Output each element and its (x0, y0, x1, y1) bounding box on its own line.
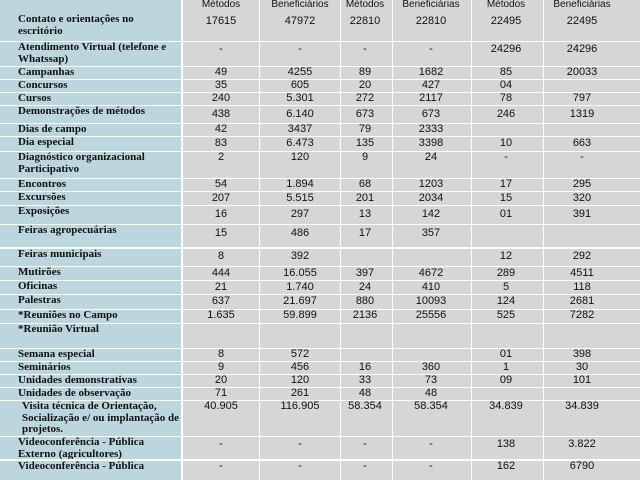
column-divider (392, 0, 393, 480)
cell-value: 6790 (569, 460, 595, 472)
cell-value: 85 (499, 66, 513, 78)
table-row (0, 281, 640, 294)
row-values (183, 249, 640, 266)
table-row (0, 137, 640, 151)
cell-value: 5.515 (286, 192, 314, 204)
cell-value: 289 (496, 267, 516, 279)
cell-value: 71 (214, 387, 228, 399)
table-row (0, 461, 640, 480)
row-label: Mutirões (0, 267, 181, 280)
cell-value: 20033 (566, 66, 598, 78)
cell-value: 5 (502, 281, 510, 293)
cell-value: - (504, 151, 508, 163)
cell-value: 162 (496, 460, 516, 472)
cell-value: 3398 (418, 137, 444, 149)
cell-value: 295 (572, 178, 592, 190)
row-label: Atendimento Virtual (telefone e Whatssap) (0, 42, 181, 66)
table-row (0, 152, 640, 178)
cell-value: 59.899 (283, 309, 317, 321)
cell-value: 04 (499, 79, 513, 91)
cell-value: 637 (211, 295, 231, 307)
row-values (183, 14, 640, 41)
row-label: Semana especial (0, 349, 181, 361)
row-label: *Reunião Virtual (0, 324, 181, 348)
cell-value: 79 (358, 123, 372, 135)
row-values (183, 225, 640, 247)
cell-value: 22495 (490, 15, 522, 27)
cell-value: 118 (573, 281, 591, 293)
row-values (183, 310, 640, 323)
cell-value: 438 (211, 108, 231, 120)
row-label: Campanhas (0, 67, 181, 79)
cell-value: 138 (496, 438, 516, 450)
row-label: Cursos (0, 93, 181, 105)
cell-value: 124 (496, 295, 516, 307)
cell-value: 142 (421, 208, 441, 220)
cell-value: 2136 (352, 309, 378, 321)
cell-value: 89 (358, 66, 372, 78)
table-row (0, 388, 640, 400)
cell-value: 09 (499, 374, 513, 386)
cell-value: 120 (290, 374, 310, 386)
cell-value: 5.301 (286, 92, 314, 104)
cell-value: 33 (358, 374, 372, 386)
cell-value: 4672 (418, 267, 444, 279)
cell-value: 68 (358, 178, 372, 190)
cell-value: 10 (499, 137, 513, 149)
cell-value: 24296 (490, 43, 522, 55)
table-row (0, 401, 640, 436)
cell-value: 2681 (569, 295, 595, 307)
cell-value: 22810 (415, 15, 447, 27)
cell-value: 1.635 (207, 309, 235, 321)
cell-value: 357 (421, 227, 441, 239)
cell-value: 40.905 (204, 400, 238, 412)
cell-value: - (219, 438, 223, 450)
cell-value: 572 (290, 348, 310, 360)
row-values (183, 461, 640, 480)
row-values (183, 137, 640, 151)
column-divider (471, 0, 472, 480)
column-divider (259, 0, 260, 480)
table-row (0, 80, 640, 92)
cell-value: 73 (424, 374, 438, 386)
cell-value: 34.839 (565, 400, 599, 412)
cell-value: 486 (290, 227, 310, 239)
cell-value: - (363, 438, 367, 450)
cell-value: 3437 (287, 123, 313, 135)
row-values (183, 67, 640, 79)
cell-value: 21 (214, 281, 228, 293)
cell-value: 22810 (349, 15, 381, 27)
row-label: Oficinas (0, 281, 181, 294)
cell-value: 17615 (205, 15, 237, 27)
cell-value: 391 (572, 208, 592, 220)
cell-value: 272 (355, 92, 375, 104)
cell-value: 1.740 (286, 281, 314, 293)
cell-value: 24296 (566, 43, 598, 55)
table-row (0, 249, 640, 266)
row-values (183, 437, 640, 459)
table-row (0, 67, 640, 79)
header-cell: Métodos (345, 0, 385, 10)
cell-value: 01 (499, 348, 513, 360)
row-values (183, 401, 640, 436)
row-label: Feiras agropecuárias (0, 225, 181, 247)
cell-value: 116.905 (280, 400, 320, 412)
cell-value: 24 (424, 151, 438, 163)
cell-value: - (580, 151, 584, 163)
cell-value: 48 (358, 387, 372, 399)
row-label: Exposições (0, 206, 181, 224)
row-values (183, 206, 640, 224)
cell-value: 16 (214, 208, 228, 220)
row-values (183, 80, 640, 92)
cell-value: - (298, 438, 302, 450)
cell-value: 13 (358, 208, 372, 220)
cell-value: 320 (572, 192, 592, 204)
cell-value: 54 (214, 178, 228, 190)
cell-value: 392 (290, 250, 310, 262)
cell-value: 2 (217, 151, 225, 163)
header-label-cell (0, 0, 181, 14)
cell-value: 35 (214, 79, 228, 91)
table-row (0, 106, 640, 123)
row-values (183, 124, 640, 136)
cell-value: 9 (361, 151, 369, 163)
cell-value: 456 (290, 361, 310, 373)
cell-value: 397 (355, 267, 375, 279)
cell-value: 17 (499, 178, 513, 190)
cell-value: 16 (358, 361, 372, 373)
table-row (0, 42, 640, 66)
cell-value: - (429, 460, 433, 472)
row-label: Videoconferência - Pública (0, 461, 181, 480)
cell-value: 3.822 (568, 438, 596, 450)
table-row (0, 295, 640, 309)
row-label: Seminários (0, 362, 181, 374)
row-values (183, 152, 640, 178)
table-row (0, 375, 640, 387)
table-row (0, 362, 640, 374)
cell-value: 8 (217, 250, 225, 262)
cell-value: 1.894 (286, 178, 314, 190)
cell-value: 360 (421, 361, 441, 373)
cell-value: 25556 (415, 309, 447, 321)
cell-value: 49 (214, 66, 228, 78)
cell-value: 2117 (419, 92, 443, 104)
header-cell: Beneficiárias (553, 0, 611, 10)
cell-value: 16.055 (283, 267, 317, 279)
row-label: Visita técnica de Orientação, Socialização e/ ou implantação de projetos. (0, 401, 181, 436)
table-row (0, 192, 640, 205)
cell-value: 6.473 (286, 137, 314, 149)
cell-value: 20 (358, 79, 372, 91)
row-label: Encontros (0, 179, 181, 191)
cell-value: 880 (355, 295, 375, 307)
cell-value: 1319 (569, 108, 595, 120)
row-label: Demonstrações de métodos (0, 106, 181, 123)
cell-value: 292 (572, 250, 592, 262)
row-label: Diagnóstico organizacional Participativo (0, 152, 181, 178)
column-divider (340, 0, 341, 480)
cell-value: 34.839 (489, 400, 523, 412)
row-values (183, 106, 640, 123)
cell-value: 15 (214, 227, 228, 239)
cell-value: - (363, 43, 367, 55)
row-values (183, 281, 640, 294)
row-values (183, 362, 640, 374)
cell-value: 673 (355, 108, 375, 120)
cell-value: 673 (421, 108, 441, 120)
cell-value: 22495 (566, 15, 598, 27)
cell-value: 240 (211, 92, 231, 104)
cell-value: 42 (214, 123, 228, 135)
cell-value: - (429, 438, 433, 450)
cell-value: 525 (496, 309, 516, 321)
cell-value: 797 (572, 92, 592, 104)
cell-value: - (298, 43, 302, 55)
cell-value: - (429, 43, 433, 55)
row-values (183, 179, 640, 191)
row-values (183, 267, 640, 280)
cell-value: 8 (217, 348, 225, 360)
row-values (183, 324, 640, 348)
cell-value: 20 (214, 374, 228, 386)
cell-value: 135 (355, 137, 375, 149)
cell-value: 2333 (418, 123, 444, 135)
header-cell: Métodos (486, 0, 526, 10)
cell-value: 297 (290, 208, 310, 220)
row-values (183, 388, 640, 400)
cell-value: 261 (290, 387, 310, 399)
table-row (0, 179, 640, 191)
cell-value: 1 (502, 361, 510, 373)
table-row (0, 349, 640, 361)
cell-value: 410 (421, 281, 441, 293)
table-row (0, 437, 640, 459)
cell-value: - (219, 460, 223, 472)
row-values (183, 375, 640, 387)
cell-value: 12 (499, 250, 513, 262)
table-row (0, 93, 640, 105)
row-label: Palestras (0, 295, 181, 309)
cell-value: 17 (358, 227, 372, 239)
cell-value: 120 (290, 151, 310, 163)
cell-value: 398 (572, 348, 592, 360)
cell-value: 101 (572, 374, 592, 386)
row-label: *Reuniões no Campo (0, 310, 181, 323)
row-label: Dias de campo (0, 124, 181, 136)
table-row (0, 324, 640, 348)
cell-value: 9 (217, 361, 225, 373)
row-values (183, 42, 640, 66)
cell-value: 1203 (418, 178, 444, 190)
cell-value: 6.140 (286, 108, 314, 120)
row-values (183, 295, 640, 309)
cell-value: 21.697 (283, 295, 317, 307)
table-header (0, 0, 640, 14)
cell-value: 47972 (284, 15, 316, 27)
header-cell: Métodos (201, 0, 241, 10)
cell-value: 444 (211, 267, 231, 279)
row-label: Unidades demonstrativas (0, 375, 181, 387)
row-label: Unidades de observação (0, 388, 181, 400)
cell-value: 15 (499, 192, 513, 204)
column-divider (543, 0, 544, 480)
row-label: Feiras municipais (0, 249, 181, 266)
cell-value: 1682 (418, 66, 444, 78)
cell-value: 58.354 (348, 400, 382, 412)
table-row (0, 310, 640, 323)
table-row (0, 225, 640, 247)
row-label: Videoconferência - Pública Externo (agricultores) (0, 437, 181, 459)
row-values (183, 192, 640, 205)
cell-value: 207 (211, 192, 231, 204)
cell-value: 83 (214, 137, 228, 149)
cell-value: - (363, 460, 367, 472)
cell-value: 605 (290, 79, 310, 91)
header-values (183, 0, 640, 14)
row-label: Excursões (0, 192, 181, 205)
row-values (183, 93, 640, 105)
cell-value: 01 (499, 208, 513, 220)
cell-value: 58.354 (414, 400, 448, 412)
cell-value: 4255 (287, 66, 313, 78)
row-label: Dia especial (0, 137, 181, 151)
cell-value: 7282 (569, 309, 595, 321)
cell-value: 78 (499, 92, 513, 104)
table-row (0, 267, 640, 280)
cell-value: - (219, 43, 223, 55)
cell-value: - (298, 460, 302, 472)
cell-value: 4511 (570, 267, 594, 279)
cell-value: 48 (424, 387, 438, 399)
cell-value: 201 (355, 192, 375, 204)
header-cell: Beneficiárias (402, 0, 460, 10)
cell-value: 30 (575, 361, 589, 373)
cell-value: 427 (421, 79, 441, 91)
cell-value: 2034 (418, 192, 444, 204)
cell-value: 10093 (415, 295, 447, 307)
table-row (0, 14, 640, 41)
cell-value: 246 (496, 108, 516, 120)
header-cell: Beneficiários (271, 0, 329, 10)
table-row (0, 124, 640, 136)
table-row (0, 206, 640, 224)
row-label: Contato e orientações no escritório (0, 14, 181, 41)
cell-value: 24 (358, 281, 372, 293)
cell-value: 663 (572, 137, 592, 149)
row-values (183, 349, 640, 361)
row-label: Concursos (0, 80, 181, 92)
